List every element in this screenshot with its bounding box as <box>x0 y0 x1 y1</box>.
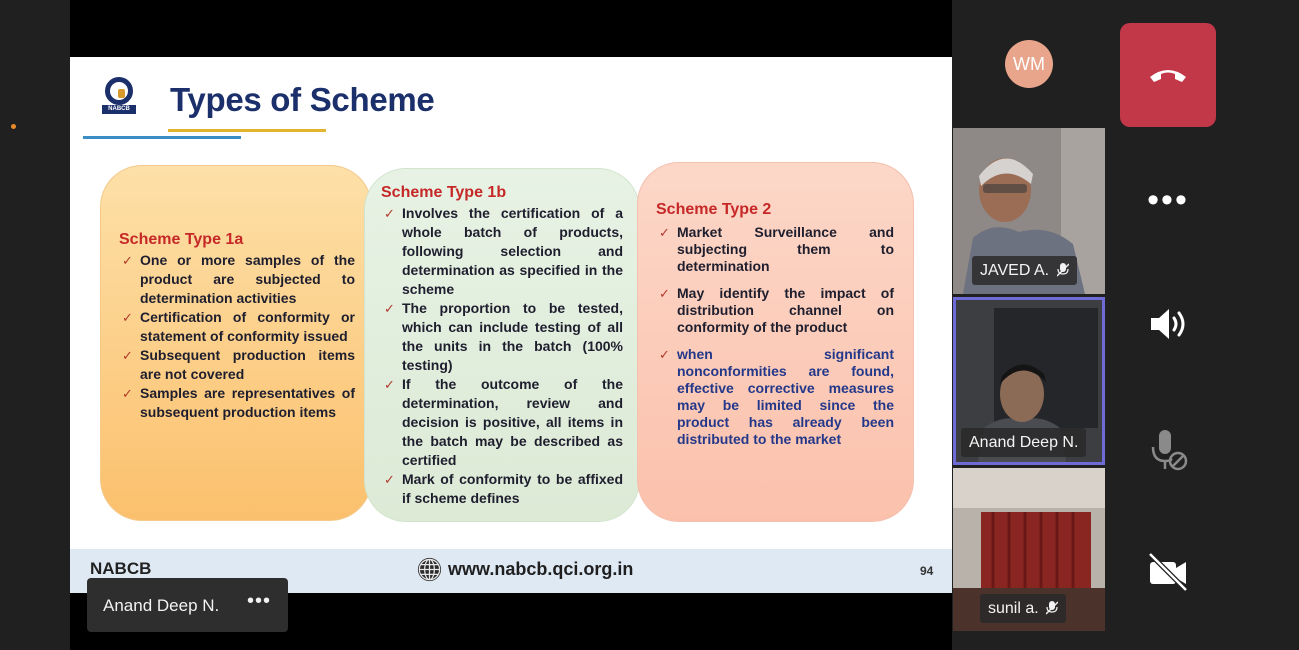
bullet-item: ✓ If the outcome of the determination, review and decision is positive, all items in the batch may be described as certified <box>381 375 623 470</box>
camera-button[interactable] <box>1120 520 1216 624</box>
title-underline <box>168 129 326 132</box>
bullet-item: ✓ The proportion to be tested, which can include testing of all the units in the batch (100% testing) <box>381 299 623 375</box>
avatar[interactable]: WM <box>1005 40 1053 88</box>
slide-title: Types of Scheme <box>170 81 435 118</box>
end-call-icon <box>1148 65 1188 85</box>
participant-label: Anand Deep N. <box>961 428 1086 457</box>
participant-tile[interactable] <box>953 128 1105 294</box>
participant-label: sunil a. <box>980 594 1066 623</box>
bullet-item: ✓ Subsequent production items are not covered <box>119 346 355 384</box>
camera-off-icon <box>1146 550 1190 594</box>
speaker-button[interactable] <box>1120 272 1216 376</box>
scheme-box-2 <box>637 162 914 522</box>
mic-off-icon <box>1046 601 1058 615</box>
title-underline-blue <box>83 136 241 139</box>
participant-tile-active[interactable] <box>953 297 1105 465</box>
more-icon: ••• <box>1147 180 1189 219</box>
presenter-name-tag[interactable] <box>87 578 288 632</box>
presenter-more-button[interactable]: ••• <box>247 590 272 612</box>
participant-label: JAVED A. <box>972 256 1077 285</box>
footer-brand: NABCB <box>90 559 152 578</box>
scheme-heading: Scheme Type 1b <box>381 184 507 201</box>
end-call-button[interactable] <box>1120 23 1216 127</box>
mic-off-icon <box>1148 427 1188 473</box>
bullet-item: ✓ Certification of conformity or statement of conformity issued <box>119 308 355 346</box>
scheme-box-1b <box>364 168 640 522</box>
status-dot <box>11 124 16 129</box>
speaker-icon <box>1147 304 1189 344</box>
more-options-button[interactable] <box>1120 148 1216 252</box>
mic-off-icon <box>1057 263 1069 277</box>
presentation-slide <box>70 57 952 593</box>
bullet-item: ✓ Market Surveillance and subjecting them to determination <box>656 224 894 275</box>
participant-tile[interactable] <box>953 468 1105 631</box>
nabcb-logo: NABCB <box>102 77 136 115</box>
scheme-box-1a <box>100 165 372 521</box>
bullet-item: ✓ Involves the certification of a whole batch of products, following selection and determination as specified in the scheme <box>381 204 623 299</box>
slide-page-number: 94 <box>920 564 934 578</box>
scheme-heading: Scheme Type 1a <box>119 231 244 248</box>
globe-icon <box>416 556 443 583</box>
bullet-item: ✓ One or more samples of the product are subjected to determination activities <box>119 251 355 308</box>
footer-url: www.nabcb.qci.org.in <box>448 559 634 579</box>
bullet-item: ✓ Samples are representatives of subsequent production items <box>119 384 355 422</box>
bullet-item: ✓ May identify the impact of distribution channel on conformity of the product <box>656 285 894 336</box>
scheme-heading: Scheme Type 2 <box>656 201 772 218</box>
presenter-name: Anand Deep N. <box>103 596 220 615</box>
bullet-item: ✓ Mark of conformity to be affixed if scheme defines <box>381 470 623 508</box>
microphone-button[interactable] <box>1120 398 1216 502</box>
bullet-item: ✓ when significant nonconformities are found, effective corrective measures may be limited since the product has already been distributed to the market <box>656 346 894 448</box>
